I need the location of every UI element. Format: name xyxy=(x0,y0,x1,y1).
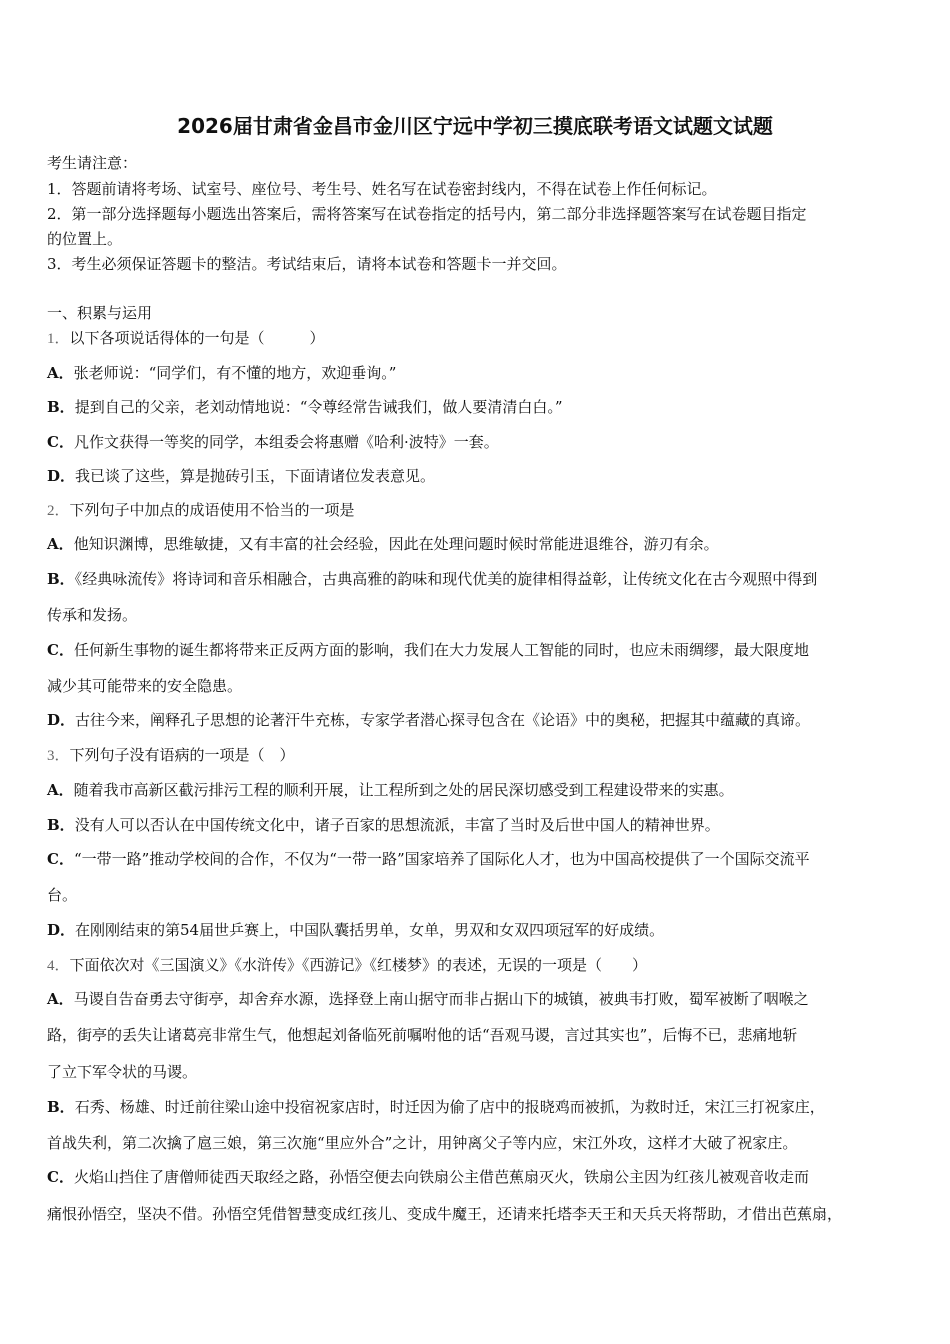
question-text: 以下各项说话得体的一句是（ ） xyxy=(69,329,325,347)
option-label: C． xyxy=(47,641,74,659)
question-1-option-d xyxy=(47,465,435,486)
option-text: 古往今来，阐释孔子思想的论著汗牛充栋，专家学者潜心探寻包含在《论语》中的奥秘，把握其中蕴藏的真谛。 xyxy=(75,711,811,729)
notice-item: 的位置上。 xyxy=(47,230,123,248)
question-1-option-b xyxy=(47,396,563,417)
notice-heading: 考生请注意： xyxy=(47,154,138,172)
notice-item: 1．答题前请将考场、试室号、座位号、考生号、姓名写在试卷密封线内，不得在试卷上作任何标记。 xyxy=(47,180,717,198)
question-2-stem xyxy=(47,499,355,520)
option-text: 火焰山挡住了唐僧师徒西天取经之路，孙悟空便去向铁扇公主借芭蕉扇灭火，铁扇公主因为红孩儿被观音收走而 xyxy=(73,1168,809,1186)
question-text: 下面依次对《三国演义》《水浒传》《西游记》《红楼梦》的表述，无误的一项是（ ） xyxy=(69,956,648,974)
option-label: B． xyxy=(47,398,75,416)
question-1-stem xyxy=(47,327,325,348)
option-text: 张老师说：“同学们，有不懂的地方，欢迎垂询。” xyxy=(73,364,397,382)
option-label: A． xyxy=(47,781,74,799)
option-label: A． xyxy=(47,364,74,382)
notice-item: 3．考生必须保证答题卡的整洁。考试结束后，请将本试卷和答题卡一并交回。 xyxy=(47,255,567,273)
question-number: 2． xyxy=(47,503,70,519)
question-4-option-b-cont: 首战失利，第二次擒了扈三娘，第三次施“里应外合”之计，用钟离父子等内应，宋江外攻，这样才大破了祝家庄。 xyxy=(47,1134,798,1152)
question-3-option-a xyxy=(47,779,734,800)
question-3-option-c-cont: 台。 xyxy=(47,886,78,904)
question-number: 3． xyxy=(47,748,70,764)
option-text: 《经典咏流传》将诗词和音乐相融合，古典高雅的韵味和现代优美的旋律相得益彰，让传统文化在古今观照中得到 xyxy=(74,570,818,588)
question-3-option-c xyxy=(47,848,810,869)
question-4-stem xyxy=(47,954,647,975)
question-4-option-c-cont: 痛恨孙悟空，坚决不借。孙悟空凭借智慧变成红孩儿、变成牛魔王，还请来托塔李天王和天兵天将帮助，才借出芭蕉扇， xyxy=(47,1205,843,1223)
option-text: 我已谈了这些，算是抛砖引玉，下面请诸位发表意见。 xyxy=(75,467,436,485)
option-text: “一带一路”推动学校间的合作，不仅为“一带一路”国家培养了国际化人才，也为中国高校提供了一个国际交流平 xyxy=(73,850,810,868)
option-text: 石秀、杨雄、时迁前往梁山途中投宿祝家店时，时迁因为偷了店中的报晓鸡而被抓，为救时迁，宋江三打祝家庄， xyxy=(74,1098,825,1116)
option-label: C． xyxy=(47,1168,74,1186)
question-3-stem xyxy=(47,744,295,765)
section-heading: 一、积累与运用 xyxy=(47,304,153,322)
question-4-option-a-cont: 路，街亭的丢失让诸葛亮非常生气，他想起刘备临死前嘱咐他的话“吾观马谡，言过其实也”，后悔不已，悲痛地斩 xyxy=(47,1026,798,1044)
option-label: A． xyxy=(47,990,74,1008)
question-2-option-d xyxy=(47,709,810,730)
question-2-option-b-cont: 传承和发扬。 xyxy=(47,606,138,624)
option-label: D． xyxy=(47,711,76,729)
question-4-option-a-cont: 了立下军令状的马谡。 xyxy=(47,1063,198,1081)
question-2-option-b xyxy=(47,568,817,589)
option-text: 提到自己的父亲，老刘动情地说：“令尊经常告诫我们，做人要清清白白。” xyxy=(74,398,563,416)
option-label: D． xyxy=(47,921,76,939)
option-label: D． xyxy=(47,467,76,485)
question-3-option-d xyxy=(47,919,664,940)
option-label: B． xyxy=(47,816,75,834)
question-2-option-a xyxy=(47,533,719,554)
question-1-option-a xyxy=(47,362,396,383)
question-2-option-c xyxy=(47,639,809,660)
question-3-option-b xyxy=(47,814,720,835)
option-text: 任何新生事物的诞生都将带来正反两方面的影响，我们在大力发展人工智能的同时，也应未雨绸缪，最大限度地 xyxy=(73,641,809,659)
option-text: 没有人可以否认在中国传统文化中，诸子百家的思想流派，丰富了当时及后世中国人的精神世界。 xyxy=(74,816,720,834)
option-text: 他知识渊博，思维敏捷，又有丰富的社会经验，因此在处理问题时候时常能进退维谷，游刃有余。 xyxy=(73,535,719,553)
question-1-option-c xyxy=(47,431,499,452)
option-text: 马谡自告奋勇去守街亭，却舍弃水源，选择登上南山据守而非占据山下的城镇，被典韦打败，蜀军被断了咽喉之 xyxy=(73,990,809,1008)
question-4-option-c xyxy=(47,1166,809,1187)
option-text: 随着我市高新区截污排污工程的顺利开展，让工程所到之处的居民深切感受到工程建设带来的实惠。 xyxy=(73,781,734,799)
page-title: 2026届甘肃省金昌市金川区宁远中学初三摸底联考语文试题文试题 xyxy=(177,114,773,138)
notice-item: 2．第一部分选择题每小题选出答案后，需将答案写在试卷指定的括号内，第二部分非选择题答案写在试卷题目指定 xyxy=(47,205,807,223)
option-label: A． xyxy=(47,535,74,553)
option-text: 凡作文获得一等奖的同学，本组委会将惠赠《哈利·波特》一套。 xyxy=(73,433,499,451)
question-2-option-c-cont: 减少其可能带来的安全隐患。 xyxy=(47,677,243,695)
option-label: C． xyxy=(47,433,74,451)
question-4-option-b xyxy=(47,1096,825,1117)
question-text: 下列句子中加点的成语使用不恰当的一项是 xyxy=(69,501,355,519)
question-number: 4． xyxy=(47,958,70,974)
question-text: 下列句子没有语病的一项是（ ） xyxy=(69,746,295,764)
question-number: 1． xyxy=(47,331,70,347)
option-text: 在刚刚结束的第54届世乒赛上，中国队囊括男单，女单，男双和女双四项冠军的好成绩。 xyxy=(75,921,665,939)
option-label: C． xyxy=(47,850,74,868)
option-label: B． xyxy=(47,570,75,588)
question-4-option-a xyxy=(47,988,809,1009)
option-label: B． xyxy=(47,1098,75,1116)
